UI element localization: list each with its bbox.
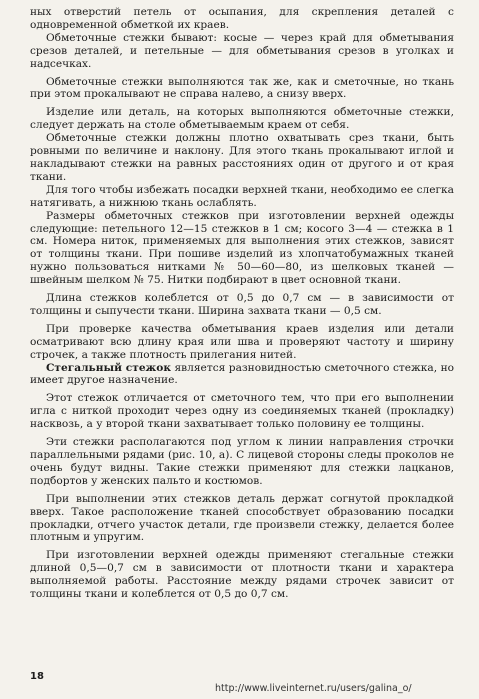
paragraph: ных отверстий петель от осыпания, для скрепления деталей с одновременной обметкой их краев. (30, 6, 454, 31)
paragraph: Длина стежков колеблется от 0,5 до 0,7 см — в зависимости от толщины и сыпучести ткани. Ширина захвата ткани — 0,5 см. (30, 292, 454, 317)
page-text (30, 6, 454, 601)
watermark-url: http://www.liveinternet.ru/users/galina_o/ (215, 683, 412, 694)
paragraph: Обметочные стежки должны плотно охватывать срез ткани, быть ровными по величине и наклону. Для этого ткань прокалывают иглой и накладывают стежки на равных расстояниях один от другого и от края ткани. (30, 132, 454, 183)
paragraph: Обметочные стежки выполняются так же, как и сметочные, но ткань при этом прокалывают не справа налево, а снизу вверх. (30, 75, 454, 101)
paragraph: При проверке качества обметывания краев изделия или детали осматривают всю длину края или шва и проверяют частоту и ширину строчек, а также плотность прилегания нитей. (30, 322, 454, 361)
paragraph: Изделие или деталь, на которых выполняются обметочные стежки, следует держать на столе обметываемым краем от себя. (30, 106, 454, 132)
term-text: является разновидностью сметочного стежка, но имеет другое назначение. (30, 361, 455, 387)
paragraph: Размеры обметочных стежков при изготовлении верхней одежды следующие: петельного 12—15 стежков в 1 см; косого 3—4 — стежка в 1 см. Номера ниток, применяемых для выполнения этих стежков, зависят от толщины ткани. При пошиве изделий из хлопчатобумажных тканей нужно пользоваться нитками № 50—60—80, из шелковых тканей — швейным шелком № 75. Нитки подбирают в цвет основной ткани. (30, 209, 454, 287)
page-number: 18 (30, 671, 44, 682)
paragraph: Обметочные стежки бывают: косые — через край для обметывания срезов деталей, и петельные — для обметывания срезов в уголках и надсечках. (30, 31, 454, 70)
paragraph: Эти стежки располагаются под углом к линии направления строчки параллельными рядами (рис. 10, а). С лицевой стороны следы проколов не очень будут видны. Такие стежки применяют для стежки лацканов, подбортов у женских пальто и костюмов. (30, 436, 454, 487)
paragraph-term (30, 362, 454, 388)
paragraph: Для того чтобы избежать посадки верхней ткани, необходимо ее слегка натягивать, а нижнюю ткань ослаблять. (30, 183, 454, 209)
paragraph: Этот стежок отличается от сметочного тем, что при его выполнении игла с ниткой проходит через одну из соединяемых тканей (прокладку) насквозь, а у второй ткани захватывает только половину ее толщины. (30, 392, 454, 431)
term-bold: Стегальный стежок (46, 361, 171, 374)
paragraph: При выполнении этих стежков деталь держат согнутой прокладкой вверх. Такое расположение тканей способствует образованию посадки прокладки, отчего участок детали, где произвели стежку, делается более плотным и упругим. (30, 492, 454, 544)
paragraph: При изготовлении верхней одежды применяют стегальные стежки длиной 0,5—0,7 см в зависимости от плотности ткани и характера выполняемой работы. Расстояние между рядами строчек зависит от толщины ткани и колеблется от 0,5 до 0,7 см. (30, 549, 454, 601)
